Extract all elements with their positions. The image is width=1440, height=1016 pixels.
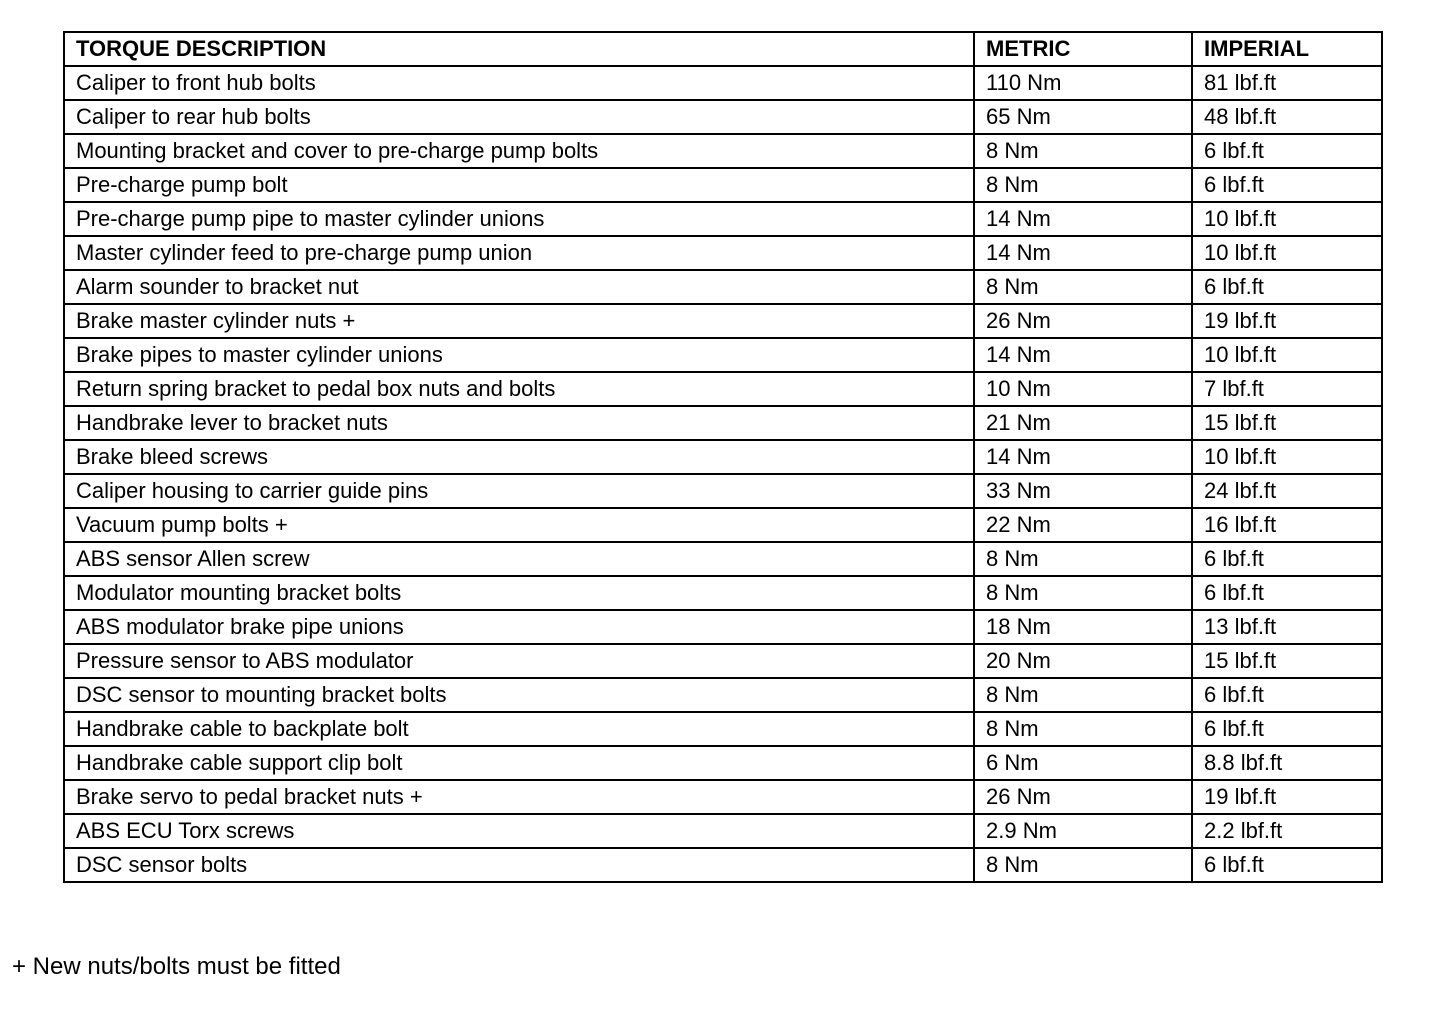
metric-cell: 8 Nm: [974, 542, 1192, 576]
footnote: + New nuts/bolts must be fitted: [12, 953, 341, 980]
imperial-cell: 10 lbf.ft: [1192, 338, 1382, 372]
table-row: [64, 270, 1382, 304]
imperial-cell: 6 lbf.ft: [1192, 678, 1382, 712]
description-cell: Caliper housing to carrier guide pins: [64, 474, 974, 508]
table-row: [64, 372, 1382, 406]
metric-cell: 8 Nm: [974, 134, 1192, 168]
description-cell: Vacuum pump bolts +: [64, 508, 974, 542]
table-row: [64, 100, 1382, 134]
description-cell: Brake bleed screws: [64, 440, 974, 474]
description-cell: Pressure sensor to ABS modulator: [64, 644, 974, 678]
imperial-cell: 6 lbf.ft: [1192, 712, 1382, 746]
table-row: [64, 168, 1382, 202]
description-cell: Alarm sounder to bracket nut: [64, 270, 974, 304]
metric-cell: 8 Nm: [974, 678, 1192, 712]
metric-cell: 14 Nm: [974, 236, 1192, 270]
imperial-cell: 19 lbf.ft: [1192, 304, 1382, 338]
imperial-cell: 10 lbf.ft: [1192, 236, 1382, 270]
table-row: [64, 678, 1382, 712]
description-cell: Handbrake lever to bracket nuts: [64, 406, 974, 440]
imperial-cell: 15 lbf.ft: [1192, 644, 1382, 678]
imperial-cell: 16 lbf.ft: [1192, 508, 1382, 542]
description-cell: Brake pipes to master cylinder unions: [64, 338, 974, 372]
description-cell: Handbrake cable to backplate bolt: [64, 712, 974, 746]
table-row: [64, 304, 1382, 338]
metric-cell: 6 Nm: [974, 746, 1192, 780]
imperial-cell: 6 lbf.ft: [1192, 134, 1382, 168]
table-row: [64, 610, 1382, 644]
metric-cell: 8 Nm: [974, 168, 1192, 202]
metric-cell: 26 Nm: [974, 304, 1192, 338]
imperial-cell: 19 lbf.ft: [1192, 780, 1382, 814]
imperial-cell: 6 lbf.ft: [1192, 576, 1382, 610]
metric-cell: 26 Nm: [974, 780, 1192, 814]
table-body: [64, 66, 1382, 882]
description-cell: ABS modulator brake pipe unions: [64, 610, 974, 644]
imperial-cell: 24 lbf.ft: [1192, 474, 1382, 508]
metric-cell: 20 Nm: [974, 644, 1192, 678]
description-cell: Caliper to rear hub bolts: [64, 100, 974, 134]
table-row: [64, 474, 1382, 508]
imperial-cell: 81 lbf.ft: [1192, 66, 1382, 100]
metric-cell: 21 Nm: [974, 406, 1192, 440]
description-cell: Brake servo to pedal bracket nuts +: [64, 780, 974, 814]
metric-cell: 10 Nm: [974, 372, 1192, 406]
table-row: [64, 746, 1382, 780]
header-row: [64, 32, 1382, 66]
description-cell: ABS ECU Torx screws: [64, 814, 974, 848]
table-row: [64, 542, 1382, 576]
metric-cell: 14 Nm: [974, 202, 1192, 236]
table-row: [64, 66, 1382, 100]
metric-cell: 110 Nm: [974, 66, 1192, 100]
metric-cell: 8 Nm: [974, 712, 1192, 746]
imperial-cell: 8.8 lbf.ft: [1192, 746, 1382, 780]
description-cell: Master cylinder feed to pre-charge pump union: [64, 236, 974, 270]
metric-cell: 8 Nm: [974, 848, 1192, 882]
description-cell: Mounting bracket and cover to pre-charge pump bolts: [64, 134, 974, 168]
table-row: [64, 508, 1382, 542]
description-cell: ABS sensor Allen screw: [64, 542, 974, 576]
table-row: [64, 576, 1382, 610]
description-cell: Modulator mounting bracket bolts: [64, 576, 974, 610]
description-cell: Pre-charge pump pipe to master cylinder unions: [64, 202, 974, 236]
imperial-cell: 13 lbf.ft: [1192, 610, 1382, 644]
table-row: [64, 780, 1382, 814]
description-cell: Pre-charge pump bolt: [64, 168, 974, 202]
metric-cell: 14 Nm: [974, 338, 1192, 372]
metric-cell: 8 Nm: [974, 576, 1192, 610]
metric-cell: 18 Nm: [974, 610, 1192, 644]
description-cell: DSC sensor to mounting bracket bolts: [64, 678, 974, 712]
table-row: [64, 406, 1382, 440]
imperial-cell: 6 lbf.ft: [1192, 168, 1382, 202]
table-row: [64, 236, 1382, 270]
description-cell: Caliper to front hub bolts: [64, 66, 974, 100]
imperial-cell: 2.2 lbf.ft: [1192, 814, 1382, 848]
metric-cell: 22 Nm: [974, 508, 1192, 542]
imperial-cell: 6 lbf.ft: [1192, 542, 1382, 576]
description-cell: Return spring bracket to pedal box nuts and bolts: [64, 372, 974, 406]
description-cell: DSC sensor bolts: [64, 848, 974, 882]
header-imperial: IMPERIAL: [1192, 32, 1382, 66]
imperial-cell: 6 lbf.ft: [1192, 848, 1382, 882]
header-torque-description: TORQUE DESCRIPTION: [64, 32, 974, 66]
imperial-cell: 10 lbf.ft: [1192, 440, 1382, 474]
imperial-cell: 6 lbf.ft: [1192, 270, 1382, 304]
metric-cell: 8 Nm: [974, 270, 1192, 304]
table-row: [64, 338, 1382, 372]
imperial-cell: 15 lbf.ft: [1192, 406, 1382, 440]
table-header: [64, 32, 1382, 66]
metric-cell: 65 Nm: [974, 100, 1192, 134]
table-row: [64, 644, 1382, 678]
header-metric: METRIC: [974, 32, 1192, 66]
description-cell: Brake master cylinder nuts +: [64, 304, 974, 338]
description-cell: Handbrake cable support clip bolt: [64, 746, 974, 780]
table-row: [64, 134, 1382, 168]
table-row: [64, 440, 1382, 474]
torque-table: [63, 31, 1383, 883]
metric-cell: 33 Nm: [974, 474, 1192, 508]
table-row: [64, 202, 1382, 236]
metric-cell: 14 Nm: [974, 440, 1192, 474]
imperial-cell: 7 lbf.ft: [1192, 372, 1382, 406]
table-row: [64, 712, 1382, 746]
table-row: [64, 814, 1382, 848]
imperial-cell: 48 lbf.ft: [1192, 100, 1382, 134]
table-row: [64, 848, 1382, 882]
metric-cell: 2.9 Nm: [974, 814, 1192, 848]
imperial-cell: 10 lbf.ft: [1192, 202, 1382, 236]
